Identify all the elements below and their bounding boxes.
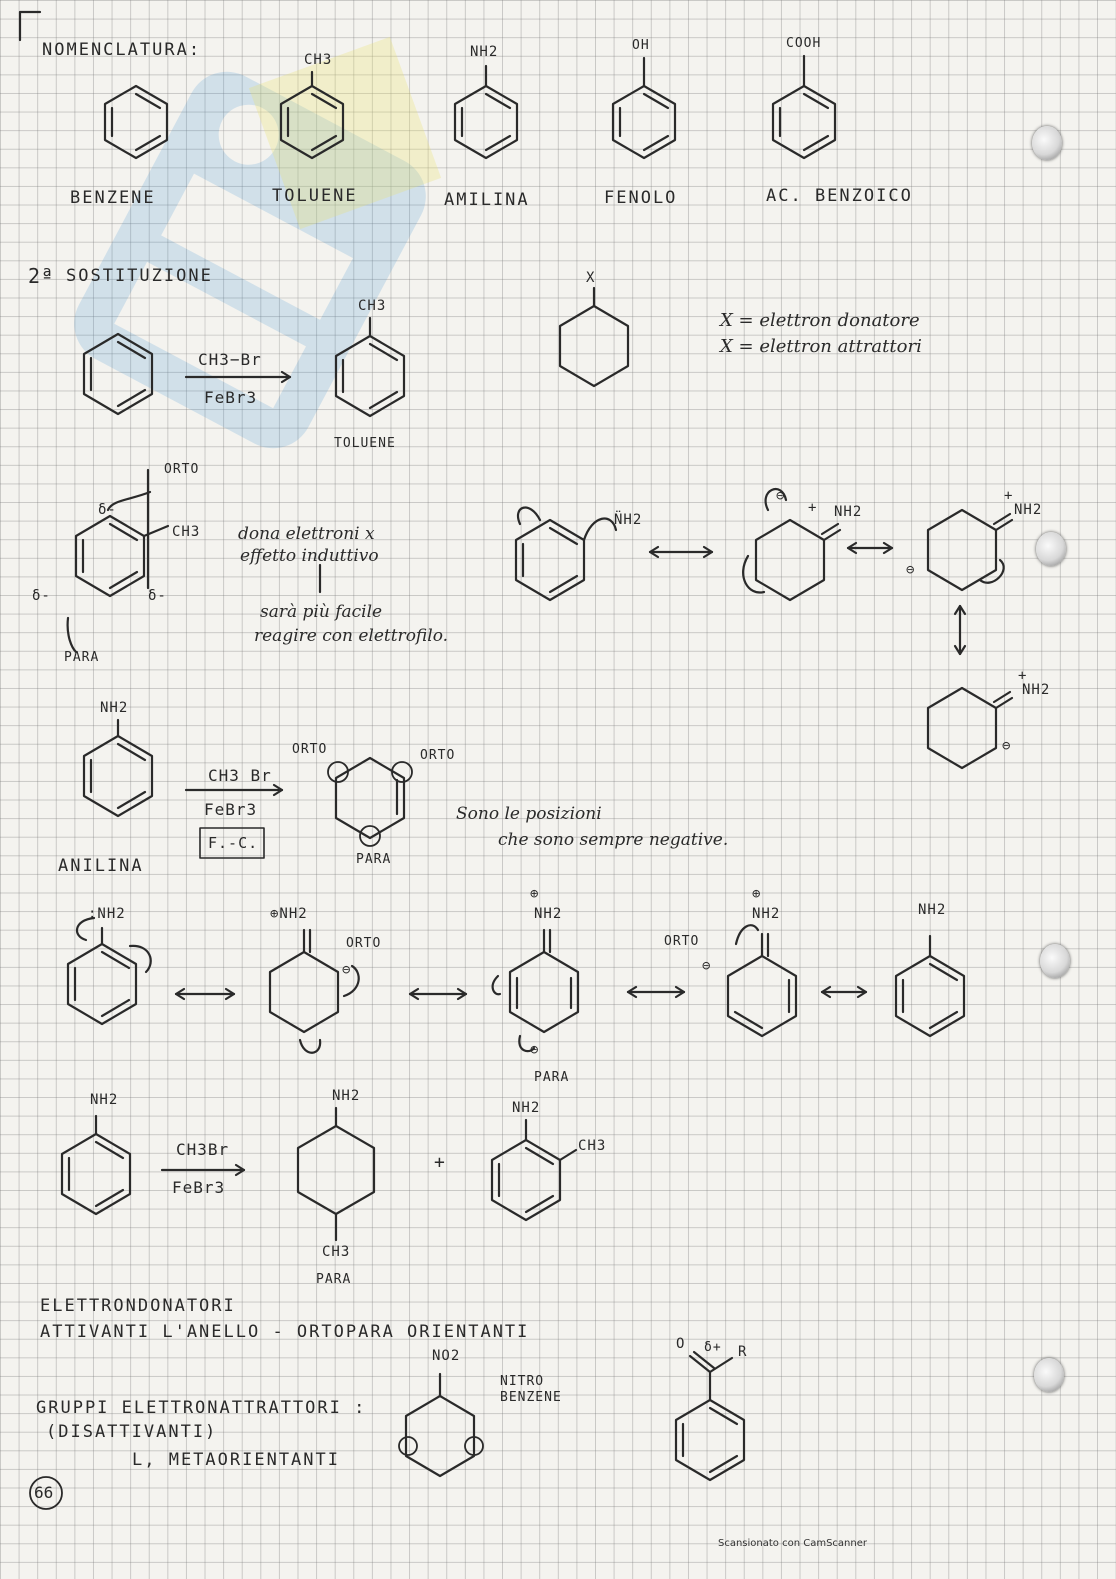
anilina-fc-nh2: NH2 bbox=[100, 700, 129, 716]
anilina-nh2: NH2 bbox=[470, 44, 499, 60]
row5-ring-4 bbox=[728, 925, 796, 1036]
product-toluene-ring bbox=[336, 318, 404, 416]
toluene-orto-label: ORTO bbox=[164, 462, 200, 477]
carbonyl-delta: δ+ bbox=[704, 1340, 722, 1355]
summary-metaorientanti: L, METAORIENTANTI bbox=[132, 1450, 340, 1470]
toluene-ch3: CH3 bbox=[304, 52, 333, 68]
row5-minus-4: ⊖ bbox=[702, 958, 712, 974]
delta-para: δ- bbox=[32, 588, 51, 604]
resonance-ring-2 bbox=[743, 489, 840, 600]
fenolo-oh: OH bbox=[632, 38, 650, 53]
nitrobenzene-ring bbox=[399, 1374, 483, 1476]
resonance-ring-1 bbox=[516, 508, 616, 600]
summary-elettrondonatori: ELETTRONDONATORI bbox=[40, 1296, 236, 1316]
ac-benzoico-ring bbox=[773, 56, 835, 158]
summary-disattivanti: (DISATTIVANTI) bbox=[46, 1422, 218, 1442]
toluene-ring bbox=[281, 72, 343, 158]
toluene-para-label: PARA bbox=[64, 650, 100, 665]
heading-nomenclatura: NOMENCLATURA: bbox=[42, 40, 202, 60]
summary-attivanti: ATTIVANTI L'ANELLO - ORTOPARA ORIENTANTI bbox=[40, 1322, 530, 1342]
page-corner-mark bbox=[20, 12, 40, 40]
generic-x-ring bbox=[560, 288, 628, 386]
reaction1-reagent: CH3−Br bbox=[198, 350, 262, 369]
carbonyl-r: R bbox=[738, 1344, 748, 1360]
row5-ring-1 bbox=[68, 918, 151, 1024]
row5-ring-5 bbox=[896, 936, 964, 1036]
nitro-label-1: NITRO bbox=[500, 1374, 545, 1389]
para-product-ring bbox=[298, 1108, 374, 1240]
res-top-minus-d: ⊖ bbox=[1002, 738, 1012, 754]
note-posizioni: Sono le posizioni bbox=[456, 804, 602, 824]
carbonyl-oxygen: O bbox=[676, 1336, 686, 1352]
page-number: 66 bbox=[34, 1483, 54, 1502]
toluene-delta-ring bbox=[68, 470, 168, 652]
benzene-ring bbox=[105, 86, 167, 158]
reaction1-catalyst: FeBr3 bbox=[204, 388, 258, 407]
row5-nh2-3: NH2 bbox=[534, 906, 563, 922]
res-top-minus-b: ⊖ bbox=[776, 488, 786, 504]
anilina-fc-catalyst: FeBr3 bbox=[204, 800, 258, 819]
anilina-fc-reagent: CH3 Br bbox=[208, 766, 272, 785]
resonance-ring-4 bbox=[928, 688, 1012, 768]
r3-orto-ch3: CH3 bbox=[578, 1138, 607, 1154]
row5-minus-3: ⊖ bbox=[530, 1042, 540, 1058]
anilina-fc-label: ANILINA bbox=[58, 856, 144, 876]
reaction3-aniline-ring bbox=[62, 1116, 130, 1214]
r3-para-nh2: NH2 bbox=[332, 1088, 361, 1104]
friedel-crafts-label: F.-C. bbox=[208, 834, 259, 852]
anilina-ring bbox=[455, 66, 517, 158]
reaction1-product-label: TOLUENE bbox=[334, 436, 396, 451]
row5-minus-1: ⊖ bbox=[342, 962, 352, 978]
row5-para: PARA bbox=[534, 1070, 570, 1085]
row5-orto-1: ORTO bbox=[346, 936, 382, 951]
label-ac-benzoico: AC. BENZOICO bbox=[766, 186, 913, 206]
row5-nh2-4: NH2 bbox=[752, 906, 781, 922]
nitro-no2: NO2 bbox=[432, 1348, 461, 1364]
res-top-plus-d: + bbox=[1018, 668, 1028, 684]
fenolo-ring bbox=[613, 58, 675, 158]
row5-nh2-2: ⊕NH2 bbox=[270, 906, 308, 922]
label-benzene: BENZENE bbox=[70, 188, 156, 208]
heading-sostituzione: SOSTITUZIONE bbox=[66, 266, 213, 286]
r3-catalyst: FeBr3 bbox=[172, 1178, 226, 1197]
res-top-plus-c: + bbox=[1004, 488, 1014, 504]
note-elettrofilo: reagire con elettrofilo. bbox=[254, 626, 449, 646]
row5-ring-3 bbox=[493, 930, 578, 1051]
label-toluene: TOLUENE bbox=[272, 186, 358, 206]
r3-orto-nh2: NH2 bbox=[512, 1100, 541, 1116]
fc-orto-left: ORTO bbox=[292, 742, 328, 757]
ac-benzoico-cooh: COOH bbox=[786, 36, 822, 51]
reactant-benzene-ring bbox=[84, 334, 152, 414]
toluene-ch3-label: CH3 bbox=[172, 524, 201, 540]
label-fenolo: FENOLO bbox=[604, 188, 678, 208]
fc-para: PARA bbox=[356, 852, 392, 867]
carbonyl-benzene-ring bbox=[676, 1352, 744, 1480]
note-facile: sarà più facile bbox=[260, 602, 383, 622]
anilina-fc-ring bbox=[84, 720, 152, 816]
note-attrattori: X = elettron attrattori bbox=[720, 336, 922, 357]
r3-plus: + bbox=[434, 1152, 446, 1173]
orto-para-ring bbox=[328, 758, 412, 846]
note-dona: dona elettroni x bbox=[238, 524, 375, 544]
reaction1-ch3: CH3 bbox=[358, 298, 387, 314]
res-top-plus-b: + bbox=[808, 500, 818, 516]
orto-product-ring bbox=[492, 1120, 576, 1220]
note-negative: che sono sempre negative. bbox=[498, 830, 729, 850]
scanner-footer: Scansionato con CamScanner bbox=[718, 1538, 867, 1549]
res-top-nh2-d: NH2 bbox=[1022, 682, 1051, 698]
row5-plus-3: ⊕ bbox=[530, 886, 540, 902]
res-top-nh2-b: NH2 bbox=[834, 504, 863, 520]
note-donatore: X = elettron donatore bbox=[720, 310, 920, 331]
label-anilina: AMILINA bbox=[444, 190, 530, 210]
delta-meta: δ- bbox=[148, 588, 167, 604]
nitro-label-2: BENZENE bbox=[500, 1390, 562, 1405]
r3-nh2: NH2 bbox=[90, 1092, 119, 1108]
r3-reagent: CH3Br bbox=[176, 1140, 230, 1159]
resonance-ring-3 bbox=[928, 510, 1012, 590]
res-top-nh2-a: N̈H2 bbox=[614, 512, 643, 528]
row5-nh2-1: :NH2 bbox=[88, 906, 126, 922]
res-top-nh2-c: NH2 bbox=[1014, 502, 1043, 518]
row5-nh2-5: NH2 bbox=[918, 902, 947, 918]
heading-number: 2ª bbox=[28, 264, 55, 288]
delta-orto: δ- bbox=[98, 502, 117, 518]
r3-para-ch3: CH3 bbox=[322, 1244, 351, 1260]
note-induttivo: effetto induttivo bbox=[240, 546, 379, 566]
row5-orto-2: ORTO bbox=[664, 934, 700, 949]
row5-plus-4: ⊕ bbox=[752, 886, 762, 902]
summary-gruppi: GRUPPI ELETTRONATTRATTORI : bbox=[36, 1398, 367, 1418]
fc-orto-right: ORTO bbox=[420, 748, 456, 763]
res-top-minus-c: ⊖ bbox=[906, 562, 916, 578]
r3-para-label: PARA bbox=[316, 1272, 352, 1287]
generic-x-substituent: X bbox=[586, 270, 596, 286]
